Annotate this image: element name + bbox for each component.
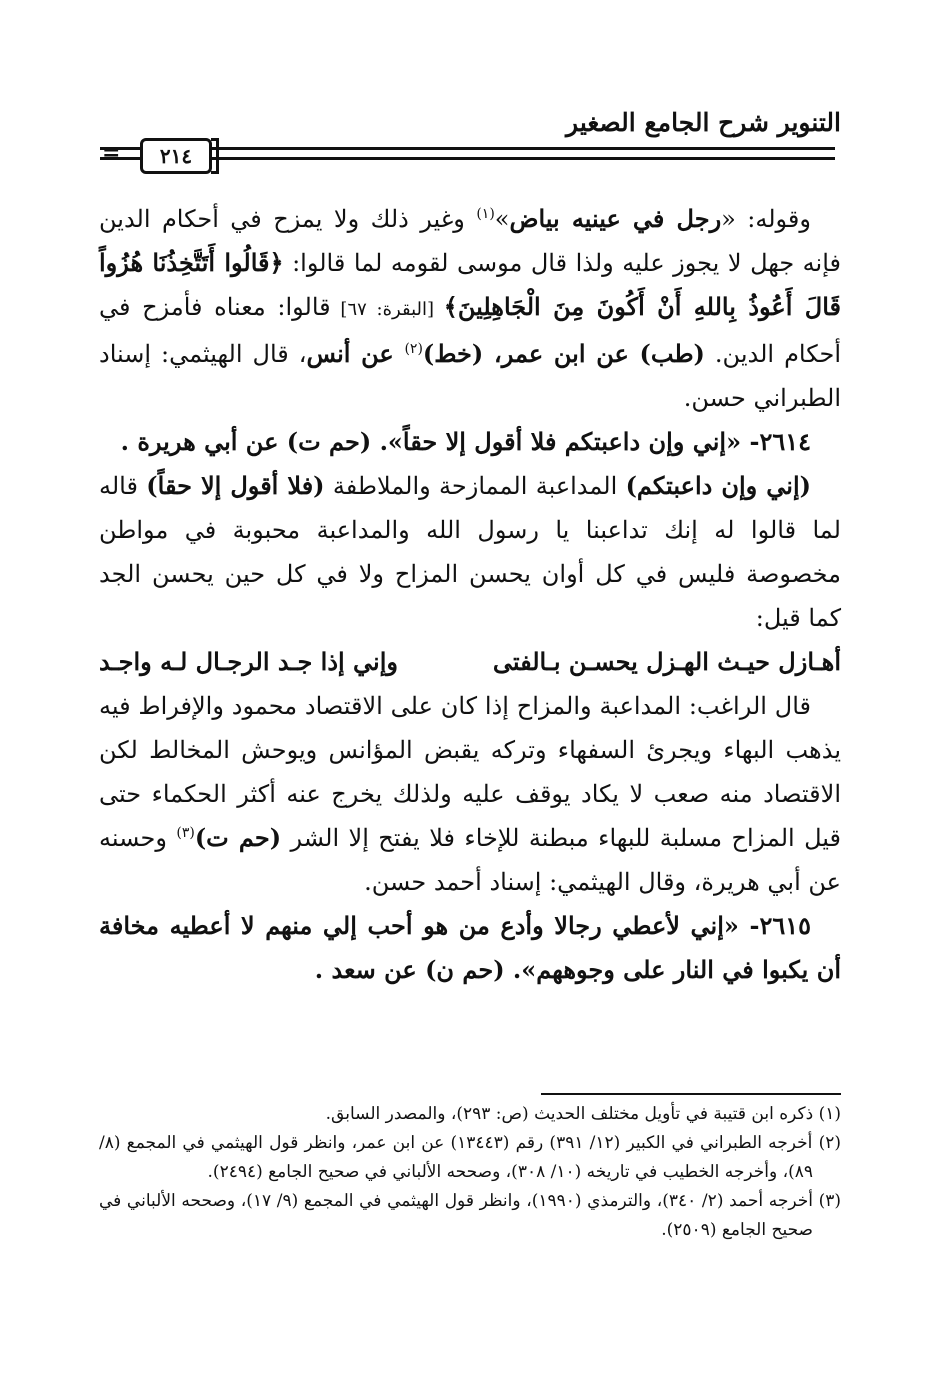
- paragraph-3: [99, 684, 841, 904]
- running-title: التنوير شرح الجامع الصغير: [566, 108, 841, 137]
- text-run: وقوله: «: [721, 205, 811, 233]
- rule-end-mark: =: [102, 140, 121, 166]
- text-run: المداعبة الممازحة والملاطفة: [324, 472, 626, 500]
- footnote-ref-1: (١): [476, 206, 495, 222]
- source-citation: (طب) عن ابن عمر، (خط): [422, 339, 705, 368]
- poem-hemistich-2: وإني إذا جـد الرجـال لـه واجـد: [99, 647, 398, 676]
- footnote-ref-2: (٢): [404, 341, 423, 357]
- quran-verse: ﴿قَالُوا أَتَتَّخِذُنَا هُزُواً قَالَ أَعُوذُ بِاللهِ أَنْ أَكُونَ مِنَ الْجَاهِلِينَ﴾: [99, 248, 841, 321]
- text-run: وغير ذلك ولا يمزح في أحكام الدين فإنه جهل لا يجوز عليه ولذا قال موسى لقومه لما قالوا:: [99, 205, 842, 277]
- poem-hemistich-1: أهـازل حيـث الهـزل يحسـن بـالفتى: [492, 647, 841, 676]
- footnote-3: (٣) أخرجه أحمد (٢/ ٣٤٠)، والترمذي (١٩٩٠)، وانظر قول الهيثمي في المجمع (٩/ ١٧)، وصححه الألباني في صحيح الجامع (٢٥٠٩).: [99, 1191, 841, 1240]
- verse-reference: [البقرة: ٦٧]: [330, 299, 444, 320]
- footnotes: [99, 1100, 841, 1245]
- hadith-2614: [99, 420, 841, 464]
- text-run: قال الراغب: المداعبة والمزاح إذا كان على الاقتصاد محمود والإفراط فيه يذهب البهاء ويجرئ السفهاء وتركه يقبض المؤانس ويوحش المخالط لكن الاقتصاد منه صعب لا يكاد يوقف عليه ولذلك يخرج عنه أكثر الحكماء حتى قيل المزاح مسلبة للبهاء مبطنة للإخاء فلا يفتح إلا الشر: [99, 692, 842, 852]
- hadith-number: ٢٦١٥: [759, 911, 811, 940]
- lemma: (إني وإن داعبتكم): [625, 471, 811, 500]
- text-run: قاله لما قالوا له إنك تداعبنا يا رسول الله والمداعبة محبوبة في مواطن مخصوصة فليس في كل أوان يحسن المزاح ولا في كل حين يحسن الجد كما قيل:: [99, 472, 841, 632]
- text-run: وحسنه عن أبي هريرة، وقال الهيثمي: إسناد أحمد حسن.: [99, 824, 841, 896]
- source-citation: عن أنس: [306, 339, 405, 368]
- text-run: -: [738, 911, 760, 940]
- source-citation: (حم ت): [194, 823, 282, 852]
- text-run: »: [494, 205, 510, 233]
- text-run: ، قال الهيثمي: إسناد الطبراني حسن.: [99, 340, 841, 412]
- page-number: ٢١٤: [140, 138, 212, 174]
- hadith-number: ٢٦١٤: [759, 427, 811, 456]
- footnote-separator: [541, 1093, 841, 1095]
- quoted-phrase: رجل في عينيه بياض: [509, 204, 722, 233]
- poem-line: [99, 640, 841, 684]
- footnote-ref-3: (٣): [176, 825, 195, 841]
- hadith-2615: [99, 904, 841, 992]
- text-run: -: [741, 427, 760, 456]
- lemma: (فلا أقول إلا حقاً): [146, 471, 325, 500]
- main-text: [99, 197, 841, 992]
- hadith-text: «إني لأعطي رجالا وأدع من هو أحب إلي منهم لا أعطيه مخافة أن يكبوا في النار على وجوههم». (حم ن) عن سعد .: [99, 911, 841, 984]
- paragraph-2: [99, 464, 841, 640]
- paragraph-1: [99, 197, 841, 420]
- footnote-2: (٢) أخرجه الطبراني في الكبير (١٢/ ٣٩١) رقم (١٣٤٤٣) عن ابن عمر، وانظر قول الهيثمي في المجمع (٨/ ٨٩)، وأخرجه الخطيب في تاريخه (١٠/ ٣٠٨)، وصححه الألباني في صحيح الجامع (٢٤٩٤).: [99, 1133, 841, 1182]
- hadith-text: «إني وإن داعبتكم فلا أقول إلا حقاً». (حم ت) عن أبي هريرة .: [120, 427, 742, 456]
- text-run: قالوا: معناه فأمزح في أحكام الدين.: [99, 293, 841, 368]
- footnote-1: (١) ذكره ابن قتيبة في تأويل مختلف الحديث (ص: ٢٩٣)، والمصدر السابق.: [325, 1104, 841, 1124]
